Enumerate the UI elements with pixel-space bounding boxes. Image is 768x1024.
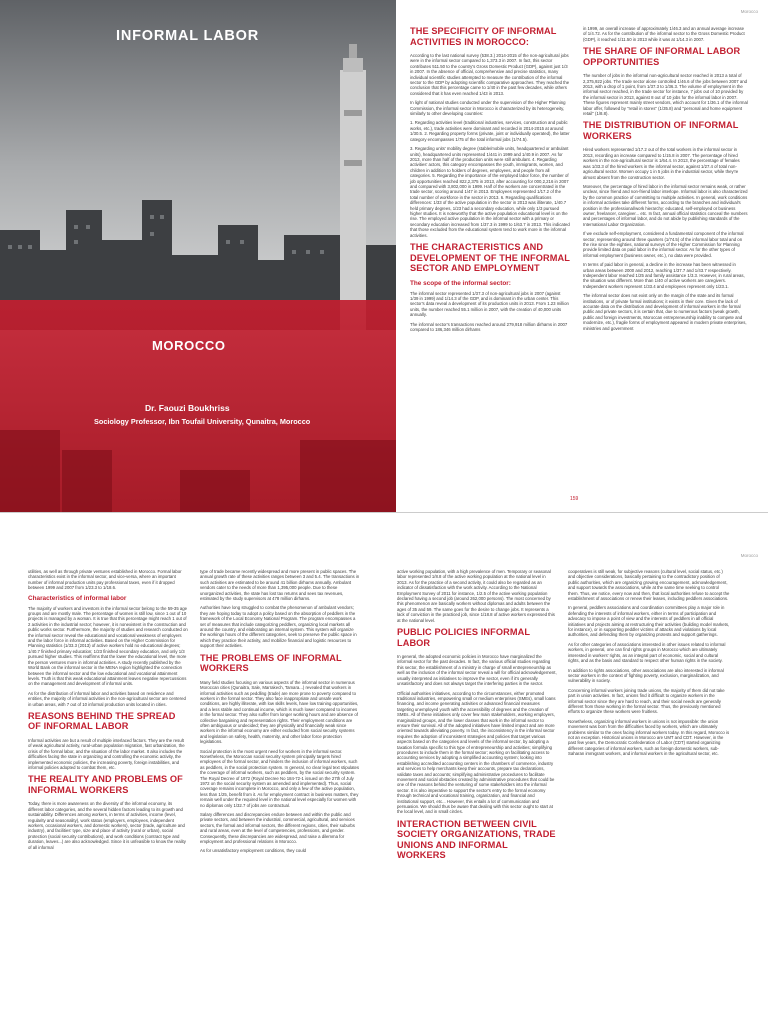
body-paragraph: Salary differences and discrepancies endure between and within the public and private sectors, and between the industrial, commercial, agricultural, and services sectors, the formal and informal sectors, the different regions, cities, their suburbs and rural areas, even at the level of competencies, professions, and gender. Consequently, these discrepancies are widespread, and raise a dilemma for employment and professional relations in Morocco. <box>200 812 355 845</box>
body-paragraph: cooperatives is still weak, for subjective reasons (cultural level, social status, etc.) and objective considerations, basically pertaining to the contradictory position of public authorities, which are organizing growing encouragement, acknowledgement, and support towards the associations, while at the same time seeking to control them. Thus, we notice, every now and then, that local authorities refuse to accept the establishment of associations or renew their leases, including peddlers associations. <box>568 569 730 602</box>
body-paragraph: The informal sector's transactions reached around 279,918 million dirhams in 2007 compared to 186,346 million dirhams <box>410 321 568 332</box>
body-paragraph: in 1999, an overall increase of approximately 1/46.3 and an annual average increase of 1/4.72. As for the contribution of the informal sector to the Gross Domestic Product (GDP), it reached 1/11.50 in 2013 while it was at 1/14.3 in 2007. <box>583 26 745 42</box>
section-heading-public-policies: PUBLIC POLICIES INFORMAL LABOR <box>397 627 530 648</box>
magazine-page-bottom <box>0 512 768 1024</box>
section-heading-characteristics: THE CHARACTERISTICS AND DEVELOPMENT OF THE INFORMAL SECTOR AND EMPLOYMENT <box>410 242 570 273</box>
section-heading-reality: THE REALITY AND PROBLEMS OF INFORMAL WORKERS <box>28 774 183 795</box>
subheading-scope: The scope of the informal sector: <box>410 279 511 287</box>
running-head: Morocco <box>740 553 758 558</box>
body-paragraph: utilities, as well as through private ventures established in Morocco. Formal labor characteristics exist in the informal sector, and vice-versa, where an important number of informal production units pay professional taxes, even if it dropped between 1999 and 2007 from 1/23.3 to 1/18.6. <box>28 569 182 591</box>
article-column-1 <box>28 569 188 854</box>
body-paragraph: active working population, with a high prevalence of men. Temporary or seasonal labor represented 1/8.8 of the active working population at the national level in 2013. As for the practice of a second activity, it could also be regarded as an indicator of dissatisfaction with the work activity. According to the National Employment Survey of 2011 for instance, 1/2.5 of the active working population declared having a second job (around 262,000 persons). The most concerned by this phenomenon are basically workers without diplomas and adults between the ages of 35 and 59. The same goes for the desire to change jobs. It represents a lack of conviction in the practiced job, since 1/18.8 of active workers expressed this at the national level. <box>397 569 555 623</box>
body-paragraph: Informal activities are but a result of multiple interlaced factors. They are the result of weak agricultural activity, rural-urban population migration, fast urbanization, the crisis of the formal labor, and the situation of the labor market. It also includes the difficulties facing the state in organizing and controlling the economic activity, the implemented economic policies, the increasing poverty, foreign instabilities, and informal policies adopted to combat them, etc. <box>28 737 185 770</box>
body-paragraph: Concerning informal workers joining trade unions, the majority of them did not take part in union activities. In fact, unions find it difficult to organize workers in the informal sector since they are hard to reach, and their social needs are generally different from those working in the formal sector. Thus, the previously mentioned efforts to organize these workers were fruitless. <box>568 687 725 715</box>
body-paragraph: Authorities have long struggled to combat the phenomenon of ambulant vendors; they are hoping today to adopt a policy based on the absorption of peddlers in the framework of the Local Economy National Program. The program encompasses a set of measures that include categorizing peddlers, organizing local markets all around the country, and elaborating an internal system. This system will organize the workings hours of the different categories, seek to preserve the public space in which they practice their activity, and mobilize financial and logistic resources to support their activities. <box>200 605 357 649</box>
body-paragraph: As for other categories of associations interested in other issues related to informal workers, in general, one can find rights groups in Morocco which are ultimately interested in workers' rights, as an integral part of economic, social and cultural rights, and as the basis and standard to respect other human rights in the society. <box>568 641 726 664</box>
section-heading-problems: THE PROBLEMS OF INFORMAL WORKERS <box>200 652 342 674</box>
hero-title: INFORMAL LABOR <box>116 28 260 44</box>
body-paragraph: The informal sector does not exist only on the margin of the state and its formal institutions, or of private formal institutions; it exists in their core. Given the lack of accurate data on the distribution and development of informal workers in the formal public and private sectors, it is certain that, due to numerous factors (weak growth, public and foreign investments, Moroccan entrepreneurship inability to compete and modernize, etc.), fragile forms of employment appeared in modern private enterprises, ministries and government <box>583 293 747 331</box>
body-paragraph: In light of national studies conducted under the supervision of the Higher Planning Commission, the informal sector in Morocco is characterized by its heterogeneity, similarly to other developing countries: <box>410 100 566 117</box>
article-column-3 <box>397 569 557 867</box>
article-column-1 <box>410 26 570 336</box>
body-paragraph: In addition to rights associations, other associations are also interested in informal sector workers in the context of fighting poverty, exclusion, marginalization, and vulnerability in society. <box>568 667 724 684</box>
section-heading-reasons: REASONS BEHIND THE SPREAD OF INFORMAL LABOR <box>28 710 176 732</box>
page-number: 159 <box>570 496 579 502</box>
body-paragraph: As for unsatisfactory employment conditions, they could <box>200 848 307 854</box>
article-column-2 <box>200 569 360 858</box>
subheading-characteristics: Characteristics of informal labor <box>28 594 127 602</box>
hero-country-label: MOROCCO <box>152 338 226 353</box>
body-paragraph: Many field studies focusing on various aspects of the informal sector in numerous Moroccan cities (Qunaitra, Sale, Marrakech, Tamara...) revealed that workers in informal activities such as peddling (trade) are more prone to poverty compared to workers in the formal sector. They also face inappropriate and unsafe work conditions, are highly illiterate, with low skills levels, have low training opportunities, and a less stable and continual income, which is much lower compared to incomes in the formal sector. They also suffer from longer working hours and are absence of collective bargaining and representation rights. Their employment conditions are often ambiguous or undecided; they are physically and financially weak since workers in the informal economy are either excluded from social security systems and legislation on safety, health, maternity, and other labor force protection legislations. <box>200 679 359 745</box>
body-paragraph: type of trade became recently widespread and more present in public spaces. The annual growth rate of these activities ranges between 3 and 5.4. The transactions in such activities are estimated to be around 41 billion dirhams annually. Ambulant vendors cater to the needs of more than 1,395,000 people. Due to these unorganized activities, the state has lost tax returns and sees tax revenues, estimated by the study supervisors at 478 million dirhams. <box>200 569 360 602</box>
running-head: Morocco <box>740 9 758 14</box>
body-paragraph: The informal sector represented 1/37.3 of non-agricultural jobs in 2007 (against 1/39 in 1999) and 1/14.3 of the GDP, and is dominant in the urban center. This sector's data reveal a development of its production units in 2013. From 1.23 million units, the number reached 55.1 million in 2007, with the creation of 40,000 units annually. <box>410 290 569 318</box>
body-paragraph: Moreover, the percentage of hired labor in the informal sector remains weak, or rather unclear, since friend and non-friend labor interlope. Informal labor is also characterized by the common practice of committing to multiple activities. In general, work conditions in informal activities take different forms, according to the branches and individual's position in the professional/work hierarchy: educated, self-employed or business owner, freelancer, caregiver... etc. In fact, annual official statistics conceal the numbers and percentages of informal labor, and do not abide by publishing standards of the International Labor Organization. <box>583 183 748 227</box>
body-paragraph: According to the last national survey (538.3.) 2014-2015 of the non-agricultural jobs were in the informal sector compared to 1,373.3 in 2007. In fact, this sector contributes 511.50 to the country's Gross Domestic Product (GDP), against just 1/3 in 2007. In the absence of official, comprehensive and precise statistics, many individual scientific studies attempted to measure the contribution of the informal sector to the GDP by adopting scientific comparative approaches. They reached the conclusion that this percentage came to 1/40 in the past few decades, while others considered that it has even reached 1/43 in 2013. <box>410 53 570 96</box>
casablanca-cityscape-photo <box>0 0 396 512</box>
body-paragraph: Official authorities initiatives, according to the circumstances, either promoted traditional industries, empowering small or medium enterprises (SMEs), small loans financing, and income generating activities or advanced financial measures targeting unemployed youth with the accessibility of degrees and the creation of SMEs. All of these initiatives only cover few main stakeholders, working employers, marginalized groups, and the lower classes that work in the informal sector to ensure their survival. All of the adopted initiatives have limited impact and are more oriented towards alleviating poverty. In fact, the inconsistency in the informal sector requires the adoption of inconsistent strategies and policies that target various aspects based on the categories and levels of the informal sector, by adopting a taxation formula specific to this type of entrepreneurship and activities; simplifying procedures to include them in the formal sector; working on facilitating access to accounting services by adopting a simplified accounting system; looking into establishing accredited accounting centers in the chambers of commerce, industry and services to help merchants keep their accounts, prepare tax declarations, validate taxes and accounts; simplifying administrative procedures to facilitate movement and social obstacles created by administrative procedures that could be one of the reasons behind the venturing of some stakeholders into the informal sector. It is also imperative to support the sector's entry to the formal economy through technical and vocational training, organization, and financial and institutional support, etc... However, this entails a lot of communication and persuasion. We should thus be aware that dealing with this sector ought to start at the local level, and in small circles. <box>397 690 556 815</box>
body-paragraph: In general, peddlers associations and coordination committees play a major role in defending the interests of informal workers, either in terms of participation and advocacy to impose a point of view and the interests of peddlers in all official initiatives and projects aiming at restructuring their activities (building model markets, for instance), or in supporting peddler victims of attacks and violations by local authorities, and defending them by organizing protests and support gatherings. <box>568 605 730 638</box>
body-paragraph: The number of jobs in the informal non-agricultural sector reached in 2013 a total of 2,375,922 jobs. The trade sector alone controlled 1/46.6 of the jobs between 2007 and 2013, with a drop of 1 point, from 1/37.3 to 1/36.3. The volume of employment in the informal sector reached, in the trade sector for instance, 7 jobs out of 10 provided by the informal sector in 2013, against 8 out of 10 jobs for the informal labor in 2007. These figures represent mainly street vendors, which account for 1/36.1 of the informal labor offer, followed by "retail in stores" (1/35.8) and "personal and home equipment retail" (1/8.8). <box>583 73 748 117</box>
body-paragraph: 1. Regarding activities level (traditional industries, services, construction and public works, etc.), trade activities were dominant and recorded in 2014-2015 at around 1/30.5. 2. Regarding property forms (private, joint or individually operated), the latter category encompasses 1/75 of the total informal jobs (1/74.5). <box>410 120 570 142</box>
body-paragraph: Nonetheless, organizing informal workers in unions is not impossible: the union movement was born from the difficulties faced by workers, which are ultimately problems similar to the ones facing informal workers today. In this regard, Morocco is not an exception. Historical unions in Morocco are UMT and CDT. However, in the past few years, the Democratic Confederation of Labor (CDT) started organizing different categories of informal workers, such as foreign domestic workers, sub-Saharan immigrant workers, and informal workers in the agricultural sector, etc. <box>568 718 730 757</box>
body-paragraph: The majority of workers and investors in the informal sector belong to the 59-35 age groups and are mostly male. The percentage of women is still low, since 1 out of 10 projects is managed by a woman. It is true that this percentage might reach 1 out of 2 activities in the industrial sector; however, it is nonexistent in the construction and public works sector. Furthermore, the majority of studies and research conducted on the informal sector reveal the educational and vocational weakness of employers and the labor force in informal activities. Based on the Higher Commission for Planning statistics (1/33.3 (2013) of active workers hold no educational degrees; 1/40.7 finished primary education; 1/23 finished secondary education, and only 1/3 pursued higher studies. This reaffirms that the lower the educational level, the more the person ventures more in informal activities. A study recently published by the World Bank on the informal sector in the MENA region highlighted the connection between the informal sector and the low educational and vocational attainment levels. Truth is that this weak educational attainment leaves negative repercussions on the management and development of informal units. <box>28 605 188 687</box>
body-paragraph: Hired workers represented 1/17.2 out of the total workers in the informal sector in 2013, recording an increase compared to 1/15.8 in 2007. The percentage of hired workers in the non-agricultural sector is 1/64.4. In 2013, the percentage of females was 1/33.3 of the hired workers in the informal sector, against 1/27.4 of total non-agricultural sector. Women occupy 1 in 5 jobs in the industrial sector, while they're almost absent from the construction sector. <box>583 147 740 180</box>
body-paragraph: In terms of paid labor in general, a decline in the increase has been witnessed in urban areas between 2000 and 2012, reaching 1/37.7 and 1/43.7 respectively. Independent labor reached 1/25 and family assistance 1/3.3. However, in rural areas, the situation was different. More than 1/40 of active workers are caregivers. Independent workers represent 1/33.4 and employees represent only 1/23.1. <box>583 262 745 289</box>
body-paragraph: In general, the adopted economic policies in Morocco have marginalized the informal sector for the past decades. In fact, the various official studies regarding this sector, the establishment of a ministry in charge of small entrepreneurship as well as the inclusion of the informal sector reveal a will for official acknowledgement, usually interpreted as initiatives to improve the sector, even if it's generally unsatisfactory and does not always target the interfering parties in the sector. <box>397 654 557 687</box>
author-name: Dr. Faouzi Boukhriss <box>145 403 230 413</box>
section-heading-share: THE SHARE OF INFORMAL LABOR OPPORTUNITIES <box>583 46 741 67</box>
body-paragraph: Social protection is the most urgent need for workers in the informal sector. Nonetheless, the Moroccan social security system principally targets hired employees of the formal sector, and hinders the inclusion of informal workers, such as peddlers, in the social protection system. In general, no clear legal text stipulates the coverage of informal workers, such as peddlers, by the social security system. The Royal Decree of 1972 (Royal Decree No 184-72-1 issued on the 27th of July 1972 on the social security system as amended and implemented). Thus, social coverage remains incomplete in Morocco, and only a few of the active population, less than 1/25, benefit from it. As for employment contract in business matters, they remain well under the required level in the national level especially for women with no diplomas only 1/32.7 of jobs are contractual. <box>200 748 360 808</box>
section-heading-interaction: INTERACTION BETWEEN CIVIL SOCIETY ORGANIZATIONS, TRADE UNIONS AND INFORMAL WORKERS <box>397 818 556 861</box>
author-affiliation: Sociology Professor, Ibn Toufail University, Qunaitra, Morocco <box>94 417 311 426</box>
section-heading-specificity: THE SPECIFICITY OF INFORMAL ACTIVITIES IN MOROCCO: <box>410 26 557 47</box>
article-column-2 <box>583 26 748 335</box>
body-paragraph: If we exclude self-employment, considered a fundamental component of the informal sector, representing around three quarters (1/74.5) of the informal labor total and on the rise since the eighties, national surveys of the Higher Commission for Planning provide limited data on paid labor in the informal sector. As for the other types of informal employment (business owner, etc.), no data were provided. <box>583 231 744 258</box>
article-column-4 <box>568 569 730 761</box>
body-paragraph: 3. Regarding units' mobility degree (stable/mobile units, headquartered or ambulant units), headquartered units represented 1/441 in 1999 and 1/40.9 in 2007. As for 2013, more than half of the production units were still ambulant. 4. Regarding activities' actors, this category encompasses the youth, immigrants, women, and children in addition to holders of degrees, employees, and people from all categories. 5. Regarding the importance of the employed labor force, the number of job opportunities reached 822,2,375 in 2013, after accounting for 000,2,216 in 2007 and compared with 3,802,000 in 1999. Half of the workers are concentrated in the trade sector, scoring around 1/47 in 2013. Employees represented 1/17.2 of the total number of workforce in the sector in 2013. 6. Regarding qualifications differences: 1/33 of the active population in the sector in 2013 was illiterate, 1/40.7 held primary degrees, 1/23 had a secondary education, while only 1/3 pursued higher studies. It is noteworthy that the active population educational level is on the rise. The employed active population in the informal sector with a primary or secondary education increased from 1/37.3 in 1999 to 1/63.7 in 2013. This indicated that those excluded from the educational system tend to work more in the informal activities. <box>410 146 570 238</box>
body-paragraph: Today, there is more awareness on the diversity of the informal economy, its different labor categories, and the several hidden factors leading to its growth and sustainability. Differences among workers, in terms of activities, income (level, regularity and seasonality), work status (employers, employees, independent workers, occasional workers, and domestic workers), sector (trade, agriculture and industry), and facilities' type, size and place of activity (rural or urban), social protection (social security contributions), and work conditions (contract type and duration, leaves...) are also acknowledged. Since it is unfeasible to know the reality of all informal <box>28 801 186 850</box>
section-heading-distribution: THE DISTRIBUTION OF INFORMAL WORKERS <box>583 120 739 141</box>
body-paragraph: As for the distribution of informal labor and activities based on residence and entities, the majority of informal activities in the non-agricultural sector are centered in urban areas, with 7 out of 10 informal production units located in cities. <box>28 690 186 707</box>
hero-image-panel <box>0 0 396 512</box>
